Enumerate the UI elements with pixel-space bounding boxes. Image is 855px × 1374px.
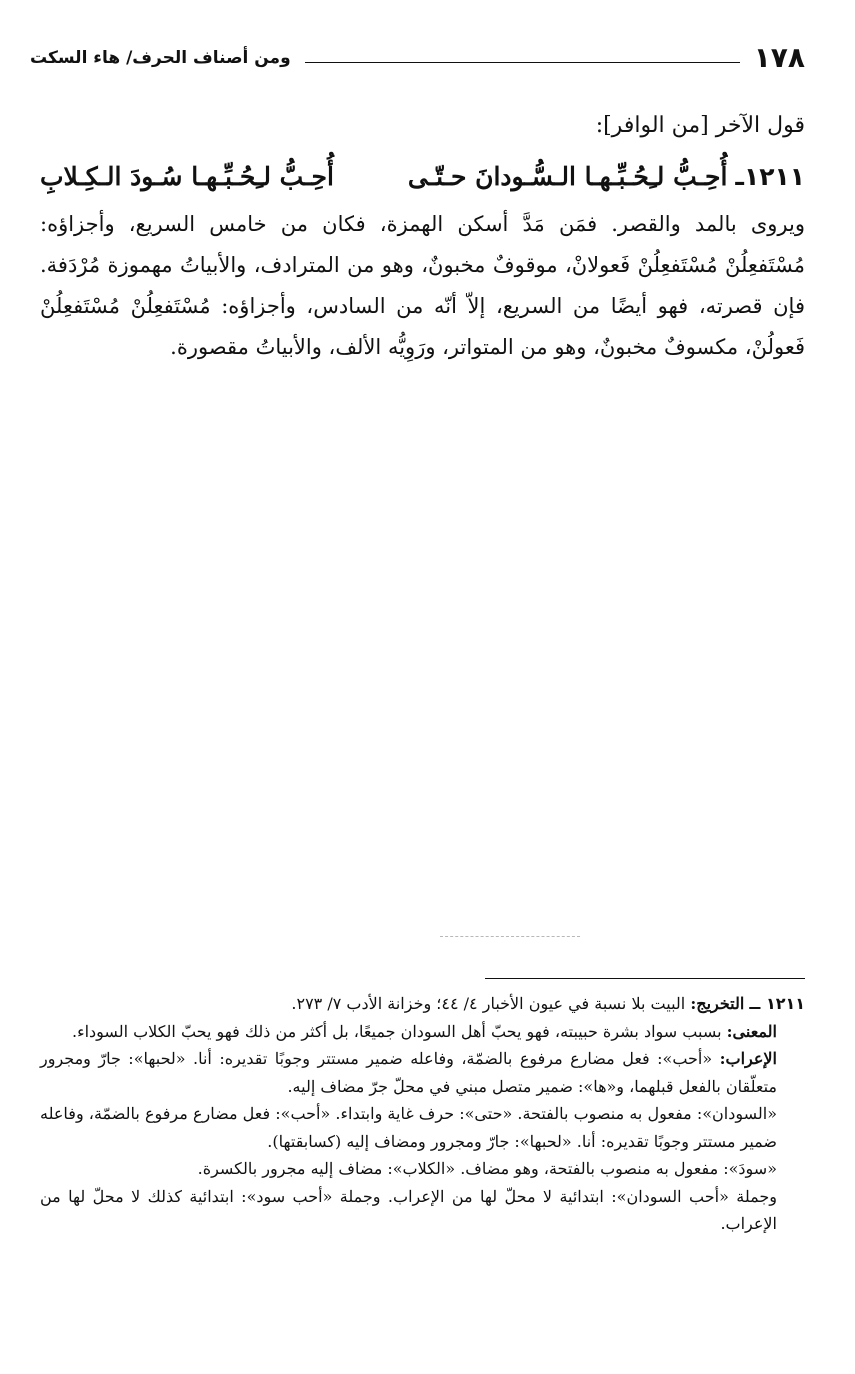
footnote-irab-1 bbox=[40, 1045, 805, 1100]
running-title: ومن أصناف الحرف/ هاء السكت bbox=[30, 48, 291, 68]
verse-line bbox=[40, 154, 805, 198]
irab-text-1: «أحب»: فعل مضارع مرفوع بالضمّة، وفاعله ضمير مستتر وجوبًا تقديره: أنا. «لحبها»: جارّ ومجرور متعلّقان بالفعل قبلهما، و«ها»: ضمير متصل مبني في محلّ جرّ مضاف إليه. bbox=[40, 1049, 777, 1096]
verse-intro: قول الآخر [من الوافر]: bbox=[595, 113, 805, 138]
verse-number: ١٢١١ـ bbox=[735, 161, 805, 191]
takhrij-text: البيت بلا نسبة في عيون الأخبار ٤/ ٤٤؛ وخزانة الأدب ٧/ ٢٧٣. bbox=[291, 994, 686, 1013]
meaning-text: بسبب سواد بشرة حبيبته، فهو يحبّ أهل السودان جميعًا، بل أكثر من ذلك فهو يحبّ الكلاب السوداء. bbox=[71, 1021, 722, 1041]
irab-label: الإعراب: bbox=[719, 1049, 777, 1068]
footnote-number: ١٢١١ ــ bbox=[749, 994, 805, 1013]
prosody-commentary bbox=[40, 204, 805, 368]
running-header bbox=[30, 38, 805, 78]
footnote-irab-3 bbox=[40, 1155, 805, 1183]
irab-text-2: «السودان»: مفعول به منصوب بالفتحة. «حتى»: حرف غاية وابتداء. «أحب»: فعل مضارع مرفوع بالضمّة، وفاعله ضمير مستتر وجوبًا تقديره: أنا. «لحبها»: جارّ ومجرور ومضاف إليه (كسابقتها). bbox=[40, 1104, 777, 1151]
footnote-rule bbox=[485, 978, 805, 979]
footnote-takhrij bbox=[40, 990, 805, 1018]
meaning-label: المعنى: bbox=[726, 1021, 777, 1041]
irab-text-3: «سودَ»: مفعول به منصوب بالفتحة، وهو مضاف. «الكلاب»: مضاف إليه مجرور بالكسرة. bbox=[197, 1159, 777, 1178]
faint-divider bbox=[440, 936, 580, 937]
verse-first-hemistich: أُحِـبُّ لـِحُـبِّـهـا الـسُّـودانَ حـتّـى bbox=[407, 161, 728, 191]
takhrij-label: التخريج: bbox=[690, 994, 745, 1013]
commentary-paragraph: ويروى بالمد والقصر. فمَن مَدَّ أسكن الهمزة، فكان من خامس السريع، وأجزاؤه: مُسْتَفعِلُنْ مُسْتَفعِلُنْ فَعولانْ، موقوفٌ مخبونٌ، وهو من المترادف، والأبياتُ مهموزة مُرْدَفة. فإن قصرته، فهو أيضًا من السريع، إلاّ أنّه من السادس، وأجزاؤه: مُسْتَفعِلُنْ مُسْتَفعِلُنْ فَعولُنْ، مكسوفٌ مخبونٌ، وهو من المتواتر، ورَوِيُّه الألف، والأبياتُ مقصورة. bbox=[40, 212, 805, 359]
irab-text-4: وجملة «أحب السودان»: ابتدائية لا محلّ لها من الإعراب. وجملة «أحب سود»: ابتدائية كذلك لا محلّ لها من الإعراب. bbox=[40, 1186, 777, 1233]
header-rule bbox=[305, 62, 740, 63]
footnote-meaning bbox=[40, 1018, 805, 1046]
footnote-irab-4 bbox=[40, 1183, 805, 1238]
verse-second-hemistich: أُحِـبُّ لـِحُـبِّـهـا سُـودَ الـكِـلابِ bbox=[40, 161, 334, 191]
page-number: ١٧٨ bbox=[753, 41, 805, 74]
footnote-irab-2 bbox=[40, 1100, 805, 1155]
footnotes bbox=[40, 990, 805, 1238]
